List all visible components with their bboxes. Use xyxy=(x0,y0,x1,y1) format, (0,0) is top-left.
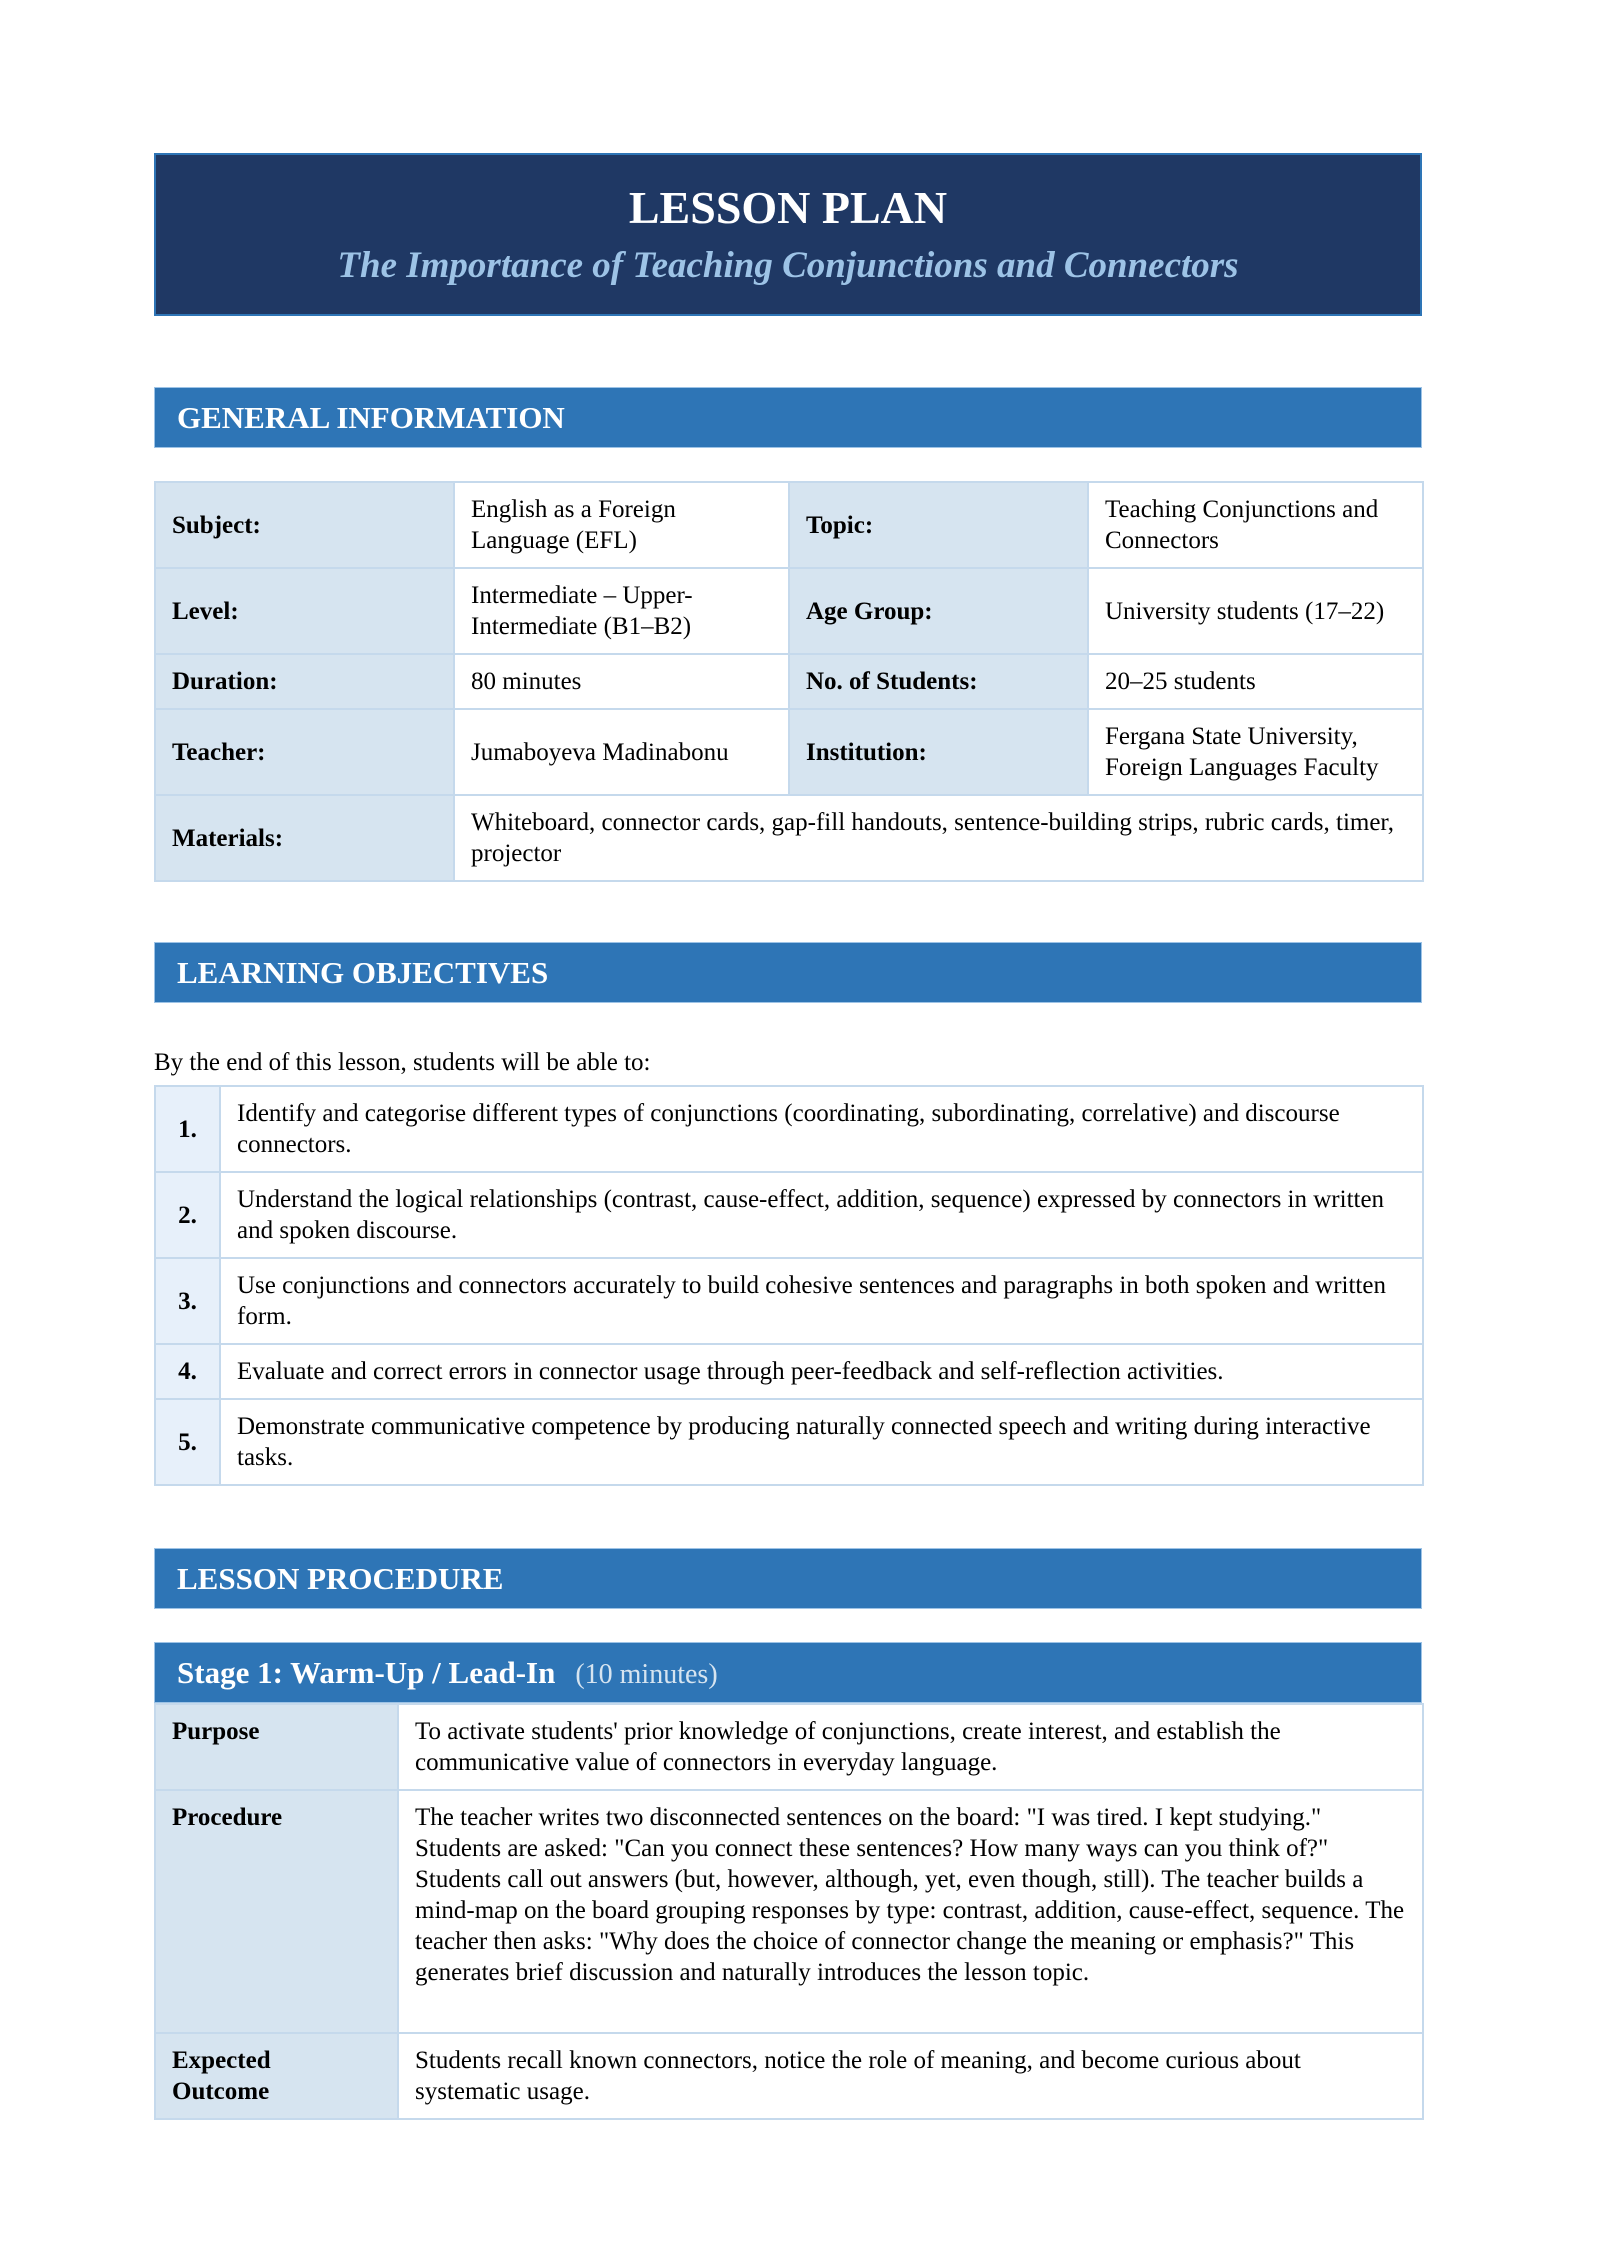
purpose-text: To activate students' prior knowledge of conjunctions, create interest, and establish the communicative value of connectors in everyday language. xyxy=(398,1704,1423,1790)
stage-1-purpose-row xyxy=(155,1704,1423,1790)
info-row-subject xyxy=(155,482,1423,568)
stage-1-header xyxy=(154,1642,1422,1703)
institution-value: Fergana State University, Foreign Languages Faculty xyxy=(1088,709,1423,795)
objective-row xyxy=(155,1344,1423,1399)
stage-1-procedure-row xyxy=(155,1790,1423,2033)
objective-number: 3. xyxy=(155,1258,220,1344)
objective-number: 4. xyxy=(155,1344,220,1399)
stage-1-duration: (10 minutes) xyxy=(575,1659,718,1690)
materials-label: Materials: xyxy=(155,795,454,881)
teacher-value: Jumaboyeva Madinabonu xyxy=(454,709,789,795)
procedure-label: Procedure xyxy=(155,1790,398,2033)
age-group-value: University students (17–22) xyxy=(1088,568,1423,654)
subject-value: English as a Foreign Language (EFL) xyxy=(454,482,789,568)
info-row-teacher xyxy=(155,709,1423,795)
objective-number: 5. xyxy=(155,1399,220,1485)
level-label: Level: xyxy=(155,568,454,654)
general-information-heading: GENERAL INFORMATION xyxy=(154,387,1422,448)
stage-1-title: Stage 1: Warm-Up / Lead-In xyxy=(177,1655,556,1690)
objective-row xyxy=(155,1258,1423,1344)
objective-number: 2. xyxy=(155,1172,220,1258)
expected-outcome-label: Expected Outcome xyxy=(155,2033,398,2119)
institution-label: Institution: xyxy=(789,709,1088,795)
duration-value: 80 minutes xyxy=(454,654,789,709)
procedure-text: The teacher writes two disconnected sentences on the board: "I was tired. I kept studying." Students are asked: "Can you connect these sentences? How many ways can you think of?" Students call out answers (but, however, although, yet, even though, still). The teacher builds a mind-map on the board grouping responses by type: contrast, addition, cause-effect, sequence. The teacher then asks: "Why does the choice of connector change the meaning or emphasis?" This generates brief discussion and naturally introduces the lesson topic. xyxy=(398,1790,1423,2033)
objective-row xyxy=(155,1086,1423,1172)
document-title: LESSON PLAN xyxy=(628,182,948,233)
objective-number: 1. xyxy=(155,1086,220,1172)
purpose-label: Purpose xyxy=(155,1704,398,1790)
objectives-intro: By the end of this lesson, students will be able to: xyxy=(154,1049,651,1076)
expected-outcome-text: Students recall known connectors, notice the role of meaning, and become curious about systematic usage. xyxy=(398,2033,1423,2119)
document-subtitle: The Importance of Teaching Conjunctions and Connectors xyxy=(337,245,1239,286)
subject-label: Subject: xyxy=(155,482,454,568)
teacher-label: Teacher: xyxy=(155,709,454,795)
objective-text: Demonstrate communicative competence by producing naturally connected speech and writing during interactive tasks. xyxy=(220,1399,1423,1485)
stage-1-table xyxy=(154,1703,1424,2120)
info-row-materials xyxy=(155,795,1423,881)
age-group-label: Age Group: xyxy=(789,568,1088,654)
objective-row xyxy=(155,1399,1423,1485)
title-banner xyxy=(154,153,1422,316)
topic-value: Teaching Conjunctions and Connectors xyxy=(1088,482,1423,568)
students-value: 20–25 students xyxy=(1088,654,1423,709)
objective-row xyxy=(155,1172,1423,1258)
duration-label: Duration: xyxy=(155,654,454,709)
objective-text: Identify and categorise different types of conjunctions (coordinating, subordinating, correlative) and discourse connectors. xyxy=(220,1086,1423,1172)
objectives-table xyxy=(154,1085,1424,1486)
objective-text: Evaluate and correct errors in connector usage through peer-feedback and self-reflection activities. xyxy=(220,1344,1423,1399)
learning-objectives-heading: LEARNING OBJECTIVES xyxy=(154,942,1422,1003)
general-information-table xyxy=(154,481,1424,882)
info-row-duration xyxy=(155,654,1423,709)
objective-text: Use conjunctions and connectors accurately to build cohesive sentences and paragraphs in both spoken and written form. xyxy=(220,1258,1423,1344)
stage-1-outcome-row xyxy=(155,2033,1423,2119)
objective-text: Understand the logical relationships (contrast, cause-effect, addition, sequence) expressed by connectors in written and spoken discourse. xyxy=(220,1172,1423,1258)
info-row-level xyxy=(155,568,1423,654)
materials-value: Whiteboard, connector cards, gap-fill handouts, sentence-building strips, rubric cards, timer, projector xyxy=(454,795,1423,881)
students-label: No. of Students: xyxy=(789,654,1088,709)
level-value: Intermediate – Upper-Intermediate (B1–B2) xyxy=(454,568,789,654)
lesson-procedure-heading: LESSON PROCEDURE xyxy=(154,1548,1422,1609)
topic-label: Topic: xyxy=(789,482,1088,568)
